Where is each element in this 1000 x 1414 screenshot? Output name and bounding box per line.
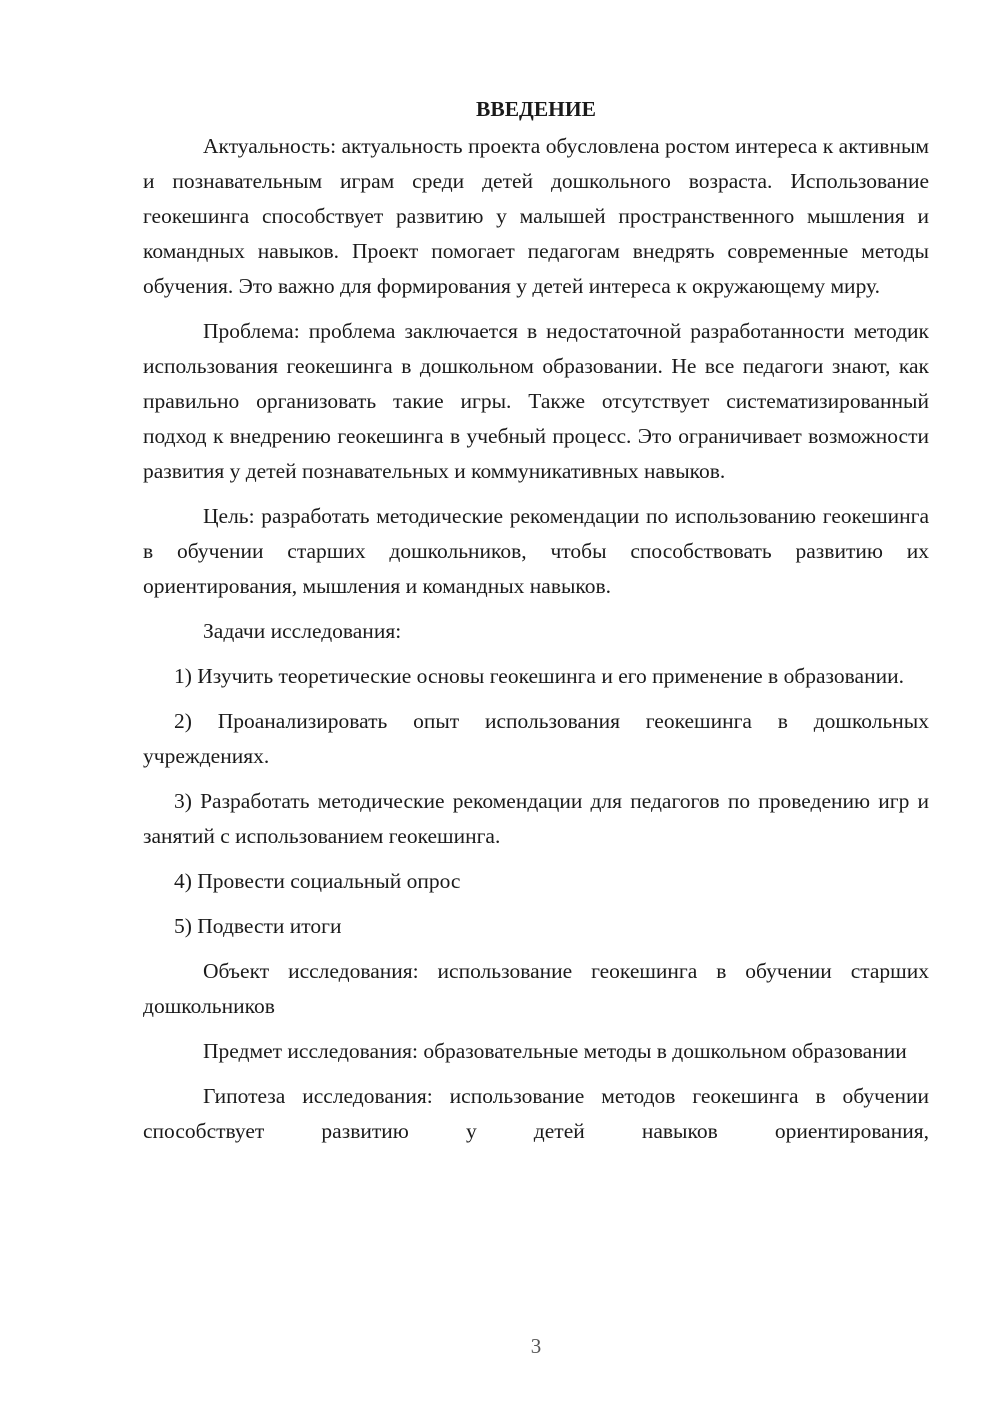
paragraph-hypothesis: Гипотеза исследования: использование методов геокешинга в обучении способствует развитию у детей навыков ориентирования, (143, 1084, 929, 1143)
page-number: 3 (530, 1334, 542, 1358)
paragraph-subject: Предмет исследования: образовательные методы в дошкольном образовании (203, 1039, 907, 1063)
task-item-2: 2) Проанализировать опыт использования геокешинга в дошкольных учреждениях. (143, 709, 929, 768)
paragraph-goal: Цель: разработать методические рекомендации по использованию геокешинга в обучении старших дошкольников, чтобы способствовать развитию их ориентирования, мышления и командных навыков. (143, 504, 929, 598)
document-page (143, 92, 929, 1149)
paragraph-object: Объект исследования: использование геокешинга в обучении старших дошкольников (143, 959, 929, 1018)
task-item-4: 4) Провести социальный опрос (174, 869, 461, 893)
task-item-5: 5) Подвести итоги (174, 914, 342, 938)
task-item-1: 1) Изучить теоретические основы геокешинга и его применение в образовании. (174, 664, 904, 688)
paragraph-problem: Проблема: проблема заключается в недостаточной разработанности методик использования геокешинга в дошкольном образовании. Не все педагоги знают, как правильно организовать такие игры. Также отсутствует систематизированный подход к внедрению геокешинга в учебный процесс. Это ограничивает возможности развития у детей познавательных и коммуникативных навыков. (143, 319, 929, 483)
paragraph-relevance: Актуальность: актуальность проекта обусловлена ростом интереса к активным и познавательным играм среди детей дошкольного возраста. Использование геокешинга способствует развитию у малышей пространственного мышления и командных навыков. Проект помогает педагогам внедрять современные методы обучения. Это важно для формирования у детей интереса к окружающему миру. (143, 134, 929, 298)
task-item-3: 3) Разработать методические рекомендации для педагогов по проведению игр и занятий с использованием геокешинга. (143, 789, 929, 848)
tasks-title: Задачи исследования: (203, 619, 402, 643)
section-heading: ВВЕДЕНИЕ (476, 97, 596, 121)
